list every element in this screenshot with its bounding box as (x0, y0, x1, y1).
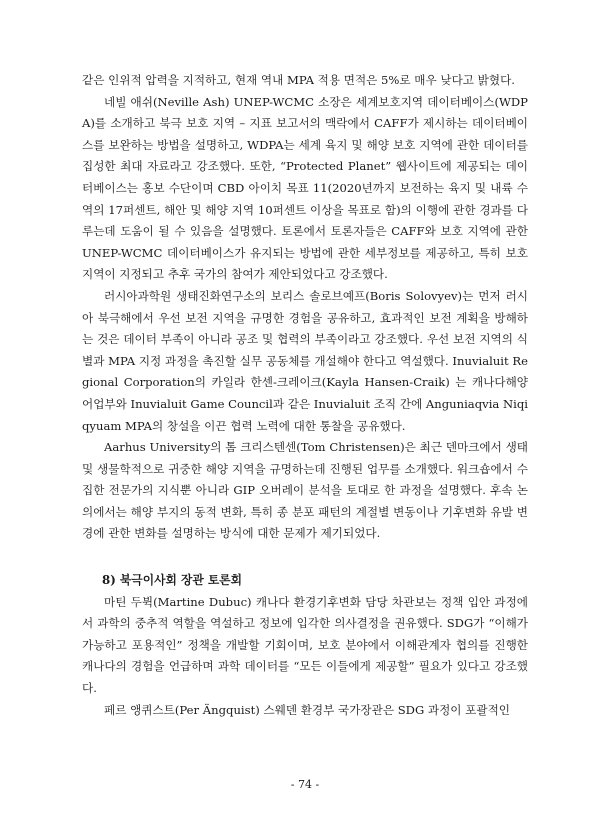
paragraph: 러시아과학원 생태진화연구소의 보리스 솔로브예프(Boris Solovyev)는 먼저 러시아 북극해에서 우선 보전 지역을 규명한 경험을 공유하고, 효과적인 보전 계획을 방해하는 것은 데이터 부족이 아니라 공조 및 협력의 부족이라고 강조했다. 우선 보전 지역의 식별과 MPA 지정 과정을 촉진할 실무 공동체를 개설해야 한다고 역설했다. Inuvialuit Regional Corporation의 카일라 한센-크레이크(Kayla Hansen-Craik) 는 캐나다해양어업부와 Inuvialuit Game Council과 같은 Inuvialuit 조직 간에 Anguniaqvia Niqiqyuam MPA의 창설을 이끈 협력 노력에 대한 통찰을 공유했다. (82, 288, 528, 433)
page-number: - 74 - (290, 778, 320, 791)
paragraph: 마틴 두뷕(Martine Dubuc) 캐나다 환경기후변화 담당 차관보는 정책 입안 과정에서 과학의 중추적 역할을 역설하고 정보에 입각한 의사결정을 권유했다. SDG가 “이해가 가능하고 포용적인” 정책을 개발할 기회이며, 보호 분야에서 이해관계자 협의를 진행한 캐나다의 경험을 언급하며 과학 데이터를 “모든 이들에게 제공할” 필요가 있다고 강조했다. (82, 594, 528, 696)
paragraph: 같은 인위적 압력을 지적하고, 현재 역내 MPA 적용 면적은 5%로 매우 낮다고 밝혔다. (82, 73, 515, 87)
paragraph: Aarhus University의 톰 크리스텐센(Tom Christensen)은 최근 덴마크에서 생태 및 생물학적으로 귀중한 해양 지역을 규명하는데 진행된 업무를 소개했다. 워크숍에서 수집한 전문가의 지식뿐 아니라 GIP 오버레이 분석을 토대로 한 과정을 설명했다. 후속 논의에서는 해양 부지의 동적 변화, 특히 종 분포 패턴의 계절별 변동이나 기후변화 유발 변경에 관한 변화를 설명하는 방식에 대한 문제가 제기되었다. (82, 440, 528, 541)
section-heading: 8) 북극이사회 장관 토론회 (102, 573, 243, 588)
paragraph: 페르 앵퀴스트(Per Ängquist) 스웨덴 환경부 국가장관은 SDG 과정이 포괄적인 (104, 702, 510, 717)
document-body (82, 70, 528, 721)
paragraph: 네빌 애쉬(Neville Ash) UNEP-WCMC 소장은 세계보호지역 데이터베이스(WDPA)를 소개하고 북극 보호 지역 – 지표 보고서의 맥락에서 CAFF가 제시하는 데이터베이스를 보완하는 방법을 설명하고, WDPA는 세계 육지 및 해양 보호 지역에 관한 데이터를 집성한 최대 자료라고 강조했다. 또한, “Protected Planet” 웹사이트에 제공되는 데이터베이스는 홍보 수단이며 CBD 아이치 목표 11(2020년까지 보전하는 육지 및 내륙 수역의 17퍼센트, 해안 및 해양 지역 10퍼센트 이상을 목표로 함)의 이행에 관한 경과를 다루는데 도움이 될 수 있음을 설명했다. 토론에서 토론자들은 CAFF와 보호 지역에 관한 UNEP-WCMC 데이터베이스가 유지되는 방법에 관한 세부정보를 제공하고, 특히 보호지역이 지정되고 추후 국가의 참여가 제안되었다고 강조했다. (82, 94, 528, 282)
